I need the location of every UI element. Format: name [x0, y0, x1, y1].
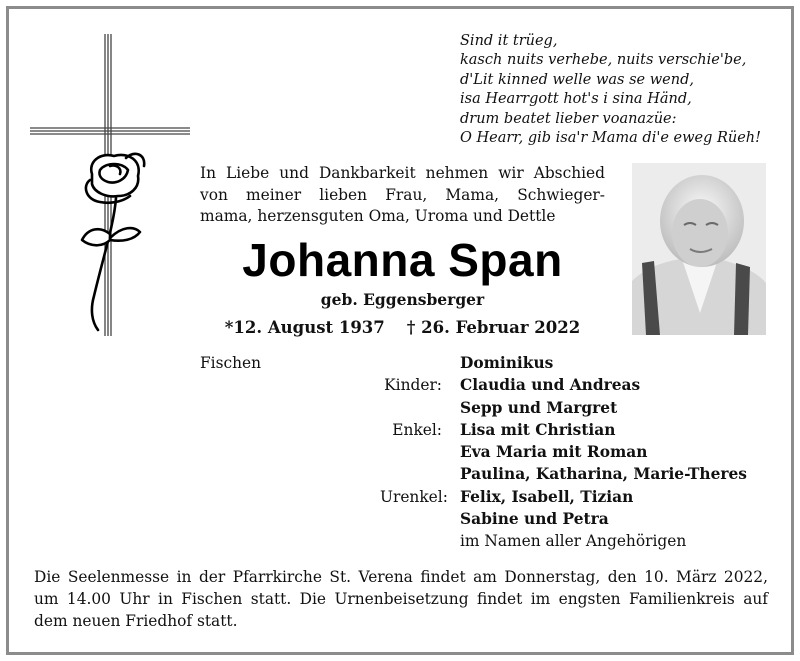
- poem: [460, 32, 780, 148]
- family-label: [380, 463, 460, 485]
- family-names: Lisa mit Christian: [460, 420, 616, 439]
- notice-line: Die Seelenmesse in der Pfarrkirche St. Verena findet am Donnerstag, den 10. März 2022,: [34, 568, 768, 586]
- intro-text: [200, 163, 605, 228]
- poem-line: Sind it trüeg,: [460, 33, 558, 49]
- intro-line: In Liebe und Dankbarkeit nehmen wir Abschied: [200, 164, 605, 182]
- family-row: [380, 441, 780, 463]
- life-dates: [200, 317, 605, 339]
- poem-line: d'Lit kinned welle was se wend,: [460, 71, 694, 88]
- family-label: Enkel:: [392, 420, 442, 439]
- poem-line: kasch nuits verhebe, nuits verschie'be,: [460, 52, 747, 69]
- maiden-name: geb. Eggensberger: [320, 290, 485, 309]
- family-names: Sabine und Petra: [460, 510, 609, 529]
- family-row: [380, 486, 780, 508]
- cross-icon: [30, 34, 190, 344]
- family-names: Sepp und Margret: [460, 398, 618, 417]
- family-label: [380, 441, 460, 463]
- intro-line: von meiner lieben Frau, Mama, Schwieger-: [200, 185, 605, 204]
- family-signoff: im Namen aller Angehörigen: [460, 532, 687, 551]
- notice-line: dem neuen Friedhof statt.: [34, 612, 238, 630]
- poem-line: drum beatet lieber voanazüe:: [460, 110, 677, 127]
- family-label: Kinder:: [384, 376, 442, 395]
- family-row: [380, 508, 780, 530]
- portrait-icon: [632, 163, 766, 335]
- portrait-photo: [632, 163, 766, 335]
- family-names: Paulina, Katharina, Marie-Theres: [460, 465, 747, 484]
- birth-date: *12. August 1937: [224, 318, 385, 337]
- rose-icon: [82, 154, 144, 330]
- death-date: † 26. Februar 2022: [406, 318, 581, 337]
- family-row: [380, 352, 780, 374]
- family-row: [380, 530, 780, 552]
- family-row: [380, 463, 780, 485]
- family-label: [380, 530, 460, 552]
- family-label: [380, 508, 460, 530]
- family-names: Eva Maria mit Roman: [460, 443, 648, 462]
- family-names: Felix, Isabell, Tizian: [460, 487, 634, 506]
- poem-line: O Hearr, gib isa'r Mama di'e eweg Rüeh!: [460, 130, 761, 147]
- family-label: Urenkel:: [380, 487, 448, 506]
- family-row: [380, 374, 780, 396]
- intro-line: mama, herzensguten Oma, Uroma und Dettle: [200, 207, 556, 225]
- family-names: Claudia und Andreas: [460, 376, 641, 395]
- family-row: [380, 419, 780, 441]
- family-names: Dominikus: [460, 354, 554, 372]
- family-label: [380, 352, 460, 374]
- notice-line: um 14.00 Uhr in Fischen statt. Die Urnenbeisetzung findet im engsten Familienkreis auf: [34, 590, 768, 608]
- poem-line: isa Hearrgott hot's i sina Händ,: [460, 91, 692, 108]
- deceased-name: Johanna Span: [242, 234, 563, 286]
- place-name: Fischen: [200, 354, 262, 372]
- funeral-notice: [34, 566, 768, 632]
- family-row: [380, 397, 780, 419]
- family-list: [380, 352, 780, 553]
- family-label: [380, 397, 460, 419]
